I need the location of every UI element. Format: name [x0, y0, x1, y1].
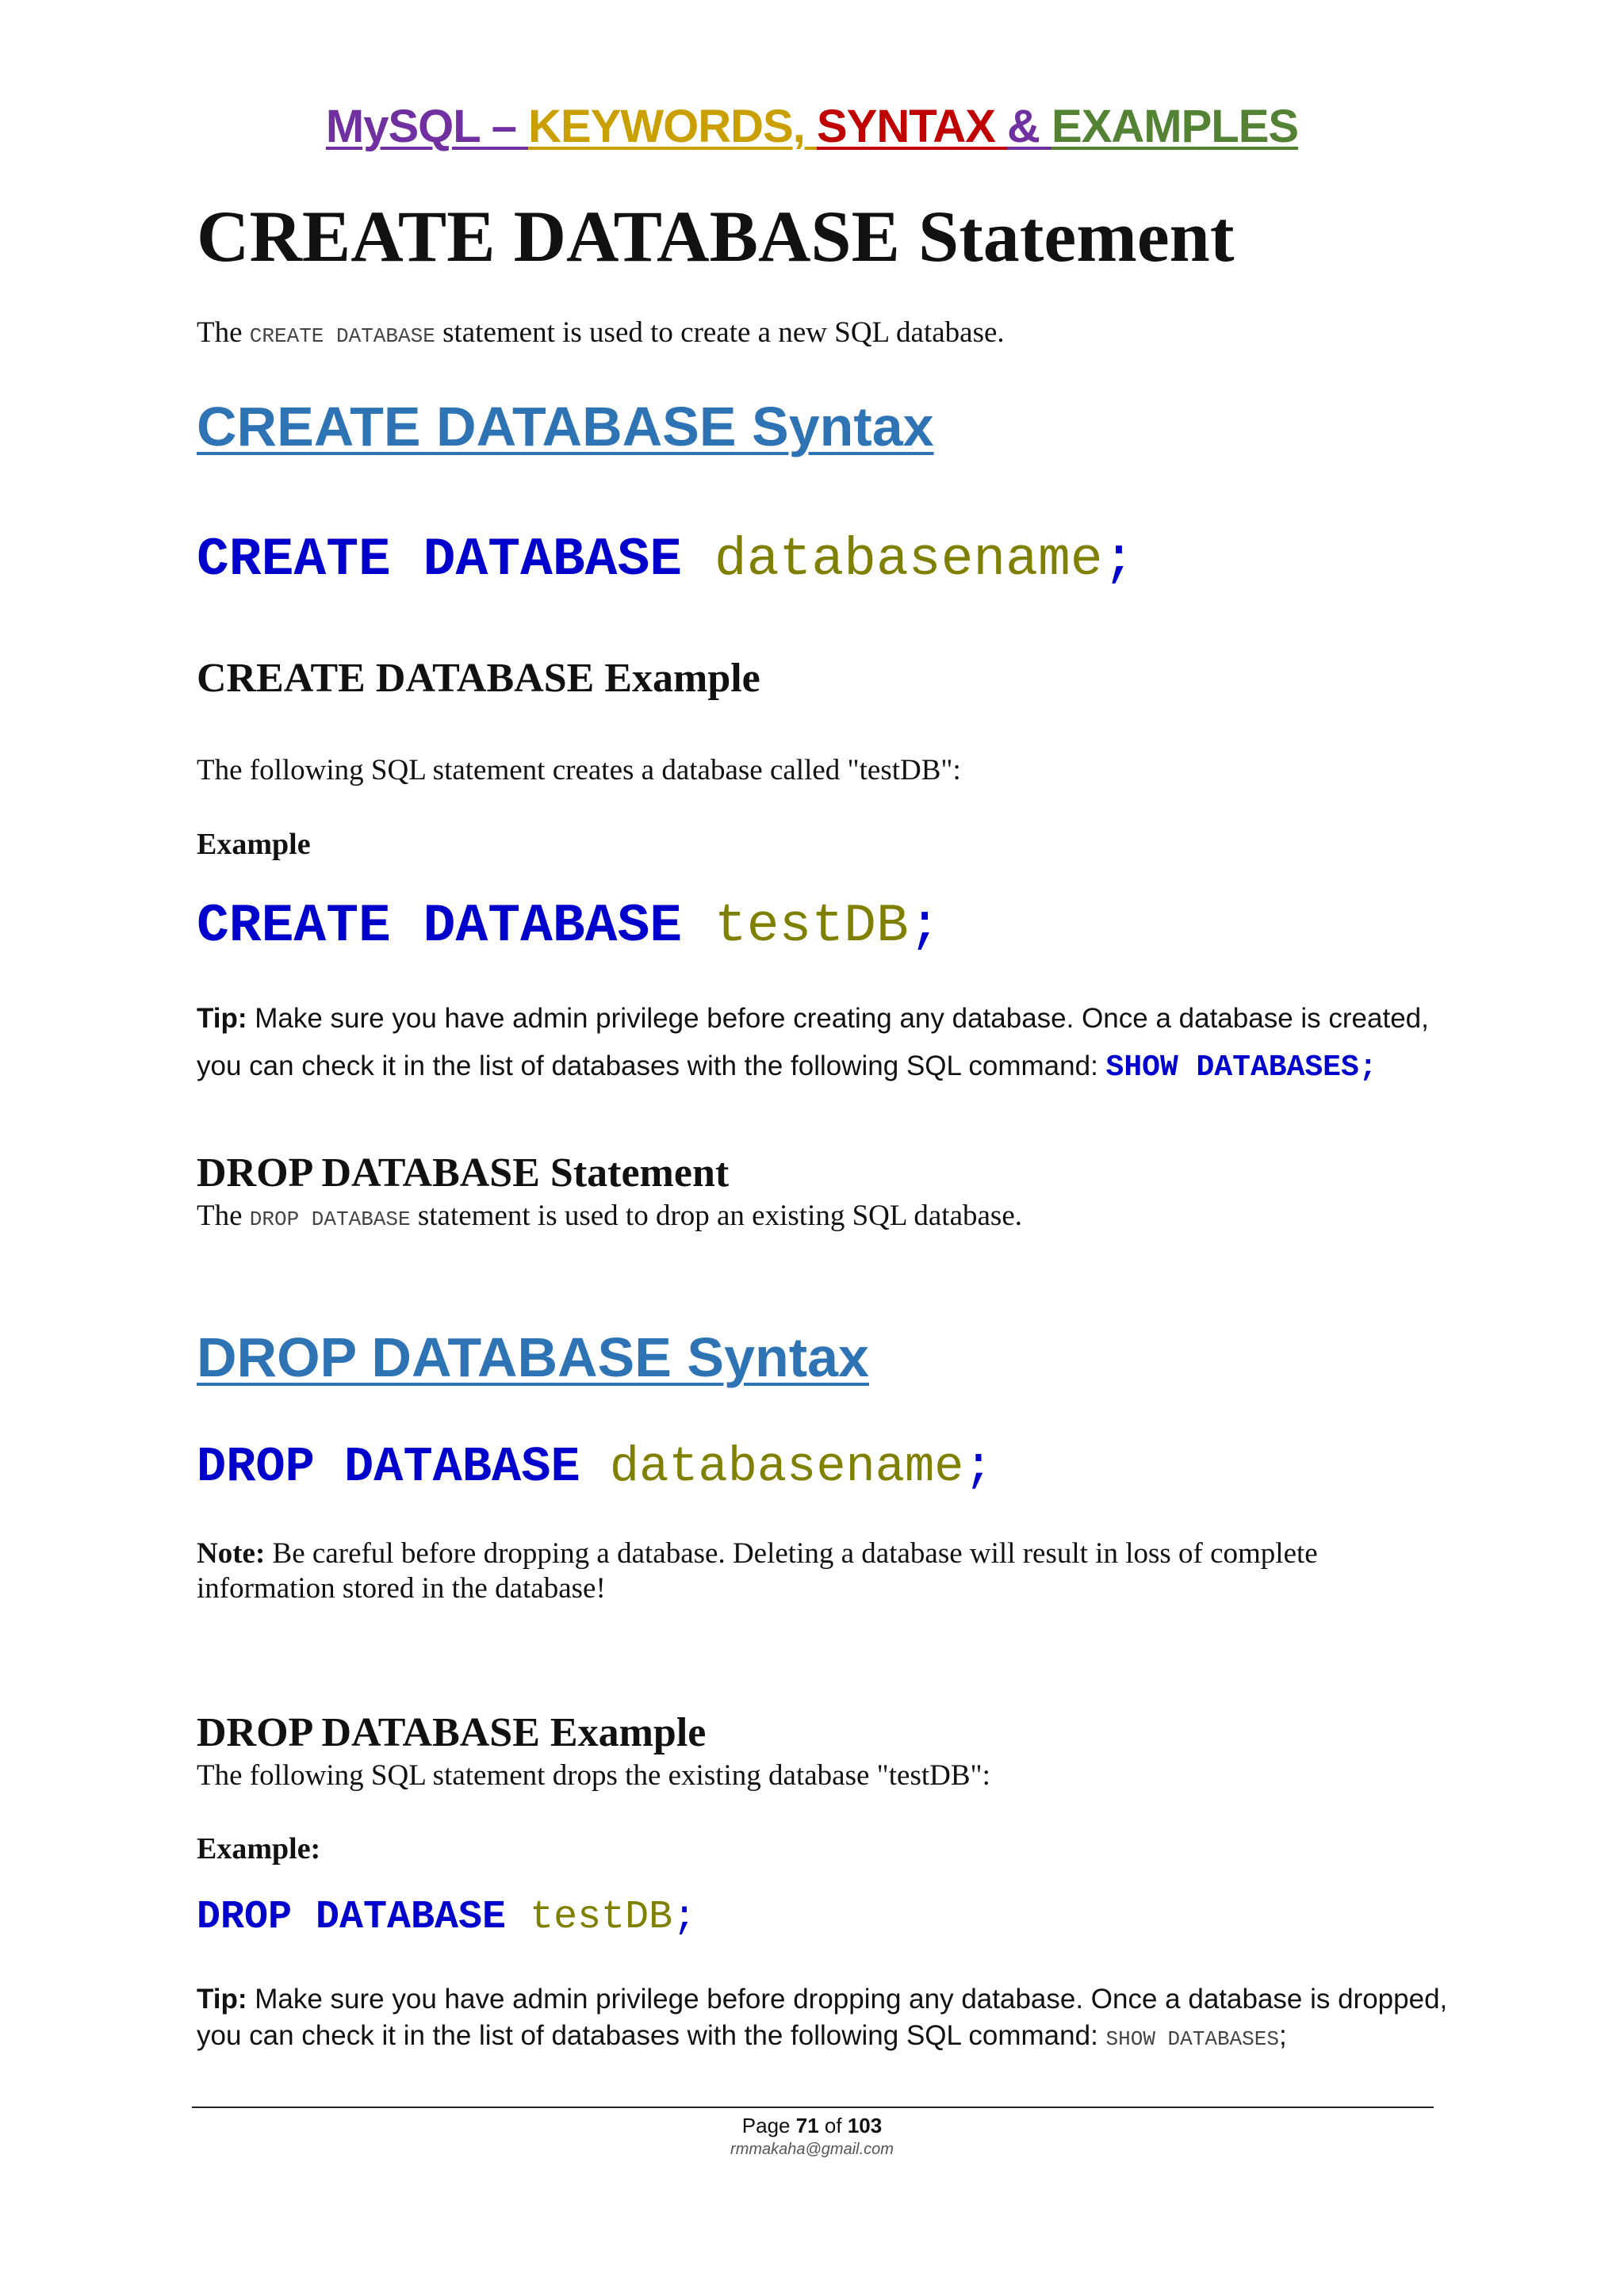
page-number [0, 2114, 1624, 2138]
drop-intro-pre: The [197, 1200, 250, 1232]
banner-part-syntax: SYNTAX [816, 101, 1008, 152]
drop-tip-text1: Make sure you have admin privilege before dropping any database. Once a database is dropped, [247, 1984, 1448, 2015]
drop-note-text1: Be careful before dropping a database. Deleting a database will result in loss of complete [265, 1537, 1318, 1570]
create-syntax-identifier: databasename [714, 530, 1103, 591]
drop-tip-line2 [197, 2020, 1287, 2052]
drop-intro [197, 1199, 1022, 1233]
create-intro-post: statement is used to create a new SQL database. [435, 316, 1005, 349]
document-banner [0, 100, 1624, 153]
drop-example-keyword: DROP DATABASE [197, 1895, 507, 1940]
create-example-identifier: testDB [714, 896, 909, 957]
create-tip-line1 [197, 1003, 1429, 1035]
create-tip-label: Tip: [197, 1003, 247, 1034]
drop-syntax-heading: DROP DATABASE Syntax [197, 1326, 869, 1388]
create-tip-line2 [197, 1050, 1377, 1085]
drop-statement-heading: DROP DATABASE Statement [197, 1150, 730, 1196]
drop-tip-text2: you can check it in the list of databases with the following SQL command: [197, 2020, 1106, 2051]
create-syntax-semicolon: ; [1102, 530, 1136, 591]
drop-tip-code: SHOW DATABASES [1105, 2027, 1279, 2051]
drop-tip-label: Tip: [197, 1984, 247, 2015]
page-title: CREATE DATABASE Statement [197, 196, 1235, 277]
drop-intro-code: DROP DATABASE [249, 1207, 411, 1231]
drop-example-heading: DROP DATABASE Example [197, 1710, 707, 1755]
create-intro [197, 316, 1005, 350]
create-example-desc: The following SQL statement creates a database called "testDB": [197, 754, 961, 786]
drop-intro-post: statement is used to drop an existing SQL database. [410, 1200, 1022, 1232]
page-total: 103 [847, 2114, 883, 2137]
create-example-semicolon: ; [908, 896, 941, 957]
banner-part-examples: EXAMPLES [1051, 101, 1299, 152]
drop-syntax-identifier: databasename [609, 1439, 964, 1495]
drop-tip-end: ; [1278, 2020, 1287, 2051]
footer-email: rmmakaha@gmail.com [730, 2141, 894, 2158]
create-example-keyword: CREATE DATABASE [197, 896, 683, 957]
page-of: of [818, 2114, 848, 2137]
create-syntax-code [197, 530, 1135, 591]
drop-syntax-semicolon: ; [963, 1439, 994, 1495]
create-example-heading: CREATE DATABASE Example [197, 656, 760, 701]
footer-divider [192, 2107, 1434, 2108]
drop-example-identifier: testDB [530, 1895, 673, 1940]
banner-part-ampersand: & [1007, 101, 1052, 152]
drop-syntax-code [197, 1439, 994, 1495]
create-tip-text2: you can check it in the list of databases with the following SQL command: [197, 1050, 1106, 1081]
banner-part-keywords: KEYWORDS, [528, 101, 817, 152]
create-intro-pre: The [197, 316, 250, 349]
drop-note-line1 [197, 1536, 1318, 1571]
drop-example-code [197, 1895, 696, 1940]
create-syntax-heading: CREATE DATABASE Syntax [197, 396, 934, 457]
create-tip-text1: Make sure you have admin privilege before creating any database. Once a database is created, [247, 1003, 1429, 1034]
drop-tip-line1 [197, 1984, 1447, 2015]
drop-note-label: Note: [197, 1537, 266, 1570]
create-example-label: Example [197, 828, 311, 861]
page-prefix: Page [741, 2114, 796, 2137]
drop-example-desc: The following SQL statement drops the existing database "testDB": [197, 1759, 990, 1792]
drop-note-line2: information stored in the database! [197, 1572, 606, 1605]
page-current: 71 [795, 2114, 819, 2137]
drop-example-label: Example: [197, 1832, 321, 1866]
create-tip-code: SHOW DATABASES; [1105, 1050, 1377, 1085]
create-syntax-keyword: CREATE DATABASE [197, 530, 683, 591]
create-example-code [197, 896, 941, 957]
drop-syntax-keyword: DROP DATABASE [197, 1439, 580, 1495]
drop-example-semicolon: ; [672, 1895, 697, 1940]
create-intro-code: CREATE DATABASE [249, 324, 435, 348]
banner-part-mysql: MySQL – [325, 101, 529, 152]
